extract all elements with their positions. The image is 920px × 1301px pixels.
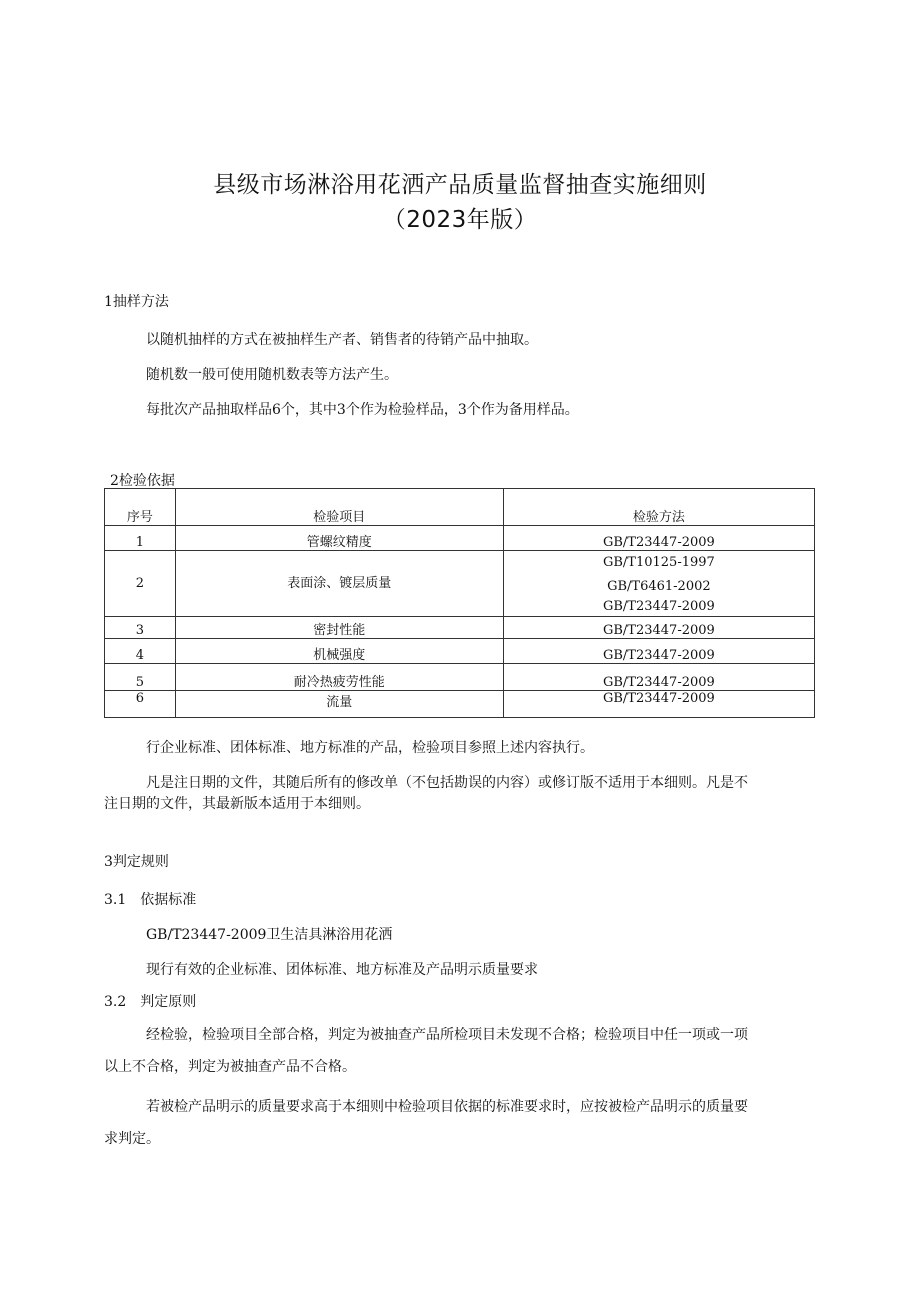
- header-no: 序号: [105, 489, 176, 526]
- method-line: GB/T10125-1997: [602, 555, 715, 570]
- judgement-paragraph: 若被检产品明示的质量要求高于本细则中检验项目依据的标准要求时，应按被检产品明示的质量要: [146, 1099, 748, 1115]
- section2-heading: 2检验依据: [110, 473, 175, 489]
- section1-paragraph: 每批次产品抽取样品6个，其中3个作为检验样品，3个作为备用样品。: [146, 402, 579, 418]
- section1-paragraph: 随机数一般可使用随机数表等方法产生。: [146, 367, 398, 383]
- table-row: [105, 551, 815, 617]
- cell-method: [503, 551, 814, 617]
- judgement-paragraph-continued: 以上不合格，判定为被抽查产品不合格。: [104, 1059, 356, 1075]
- cell-item: 管螺纹精度: [175, 526, 503, 551]
- section3-2-heading: 3.2 判定原则: [104, 994, 197, 1010]
- cell-no: 1: [105, 526, 176, 551]
- cell-no: 5: [105, 664, 176, 691]
- table-header-row: [105, 489, 815, 526]
- standard-item: GB/T23447-2009卫生洁具淋浴用花洒: [146, 927, 393, 943]
- judgement-paragraph: 经检验，检验项目全部合格，判定为被抽查产品所检项目未发现不合格；检验项目中任一项或一项: [146, 1027, 748, 1043]
- section2-note: 行企业标准、团体标准、地方标准的产品，检验项目参照上述内容执行。: [146, 740, 594, 756]
- cell-no: 2: [105, 551, 176, 617]
- cell-no: 3: [105, 617, 176, 639]
- table-row: [105, 617, 815, 639]
- cell-item: 密封性能: [175, 617, 503, 639]
- table-row: [105, 526, 815, 551]
- cell-method: GB/T23447-2009: [503, 639, 814, 664]
- table-row: [105, 664, 815, 691]
- document-version: （2023年版）: [382, 207, 538, 233]
- table-row: [105, 691, 815, 718]
- section1-heading: 1抽样方法: [104, 294, 169, 310]
- cell-method: GB/T23447-2009: [503, 617, 814, 639]
- cell-method: GB/T23447-2009: [503, 526, 814, 551]
- method-line: GB/T6461-2002: [607, 578, 711, 594]
- cell-item: 机械强度: [175, 639, 503, 664]
- section3-heading: 3判定规则: [104, 854, 169, 870]
- cell-item: 表面涂、镀层质量: [175, 551, 503, 617]
- cell-item: 流量: [175, 691, 503, 718]
- table-row: [105, 639, 815, 664]
- method-line: GB/T23447-2009: [602, 599, 715, 614]
- judgement-paragraph-continued: 求判定。: [104, 1131, 160, 1147]
- section2-note: 凡是注日期的文件，其随后所有的修改单（不包括勘误的内容）或修订版不适用于本细则。凡是不: [146, 775, 748, 791]
- section1-paragraph: 以随机抽样的方式在被抽样生产者、销售者的待销产品中抽取。: [146, 332, 538, 348]
- inspection-table: [104, 488, 815, 718]
- cell-method: GB/T23447-2009: [503, 691, 814, 718]
- cell-no: 6: [105, 691, 176, 718]
- cell-item: 耐冷热疲劳性能: [175, 664, 503, 691]
- cell-method: GB/T23447-2009: [503, 664, 814, 691]
- header-item: 检验项目: [175, 489, 503, 526]
- section2-note-continued: 注日期的文件，其最新版本适用于本细则。: [104, 796, 370, 812]
- standard-item: 现行有效的企业标准、团体标准、地方标准及产品明示质量要求: [146, 962, 538, 978]
- cell-no: 4: [105, 639, 176, 664]
- document-title: 县级市场淋浴用花洒产品质量监督抽查实施细则: [213, 172, 707, 198]
- section3-1-heading: 3.1 依据标准: [104, 892, 197, 908]
- header-method: 检验方法: [503, 489, 814, 526]
